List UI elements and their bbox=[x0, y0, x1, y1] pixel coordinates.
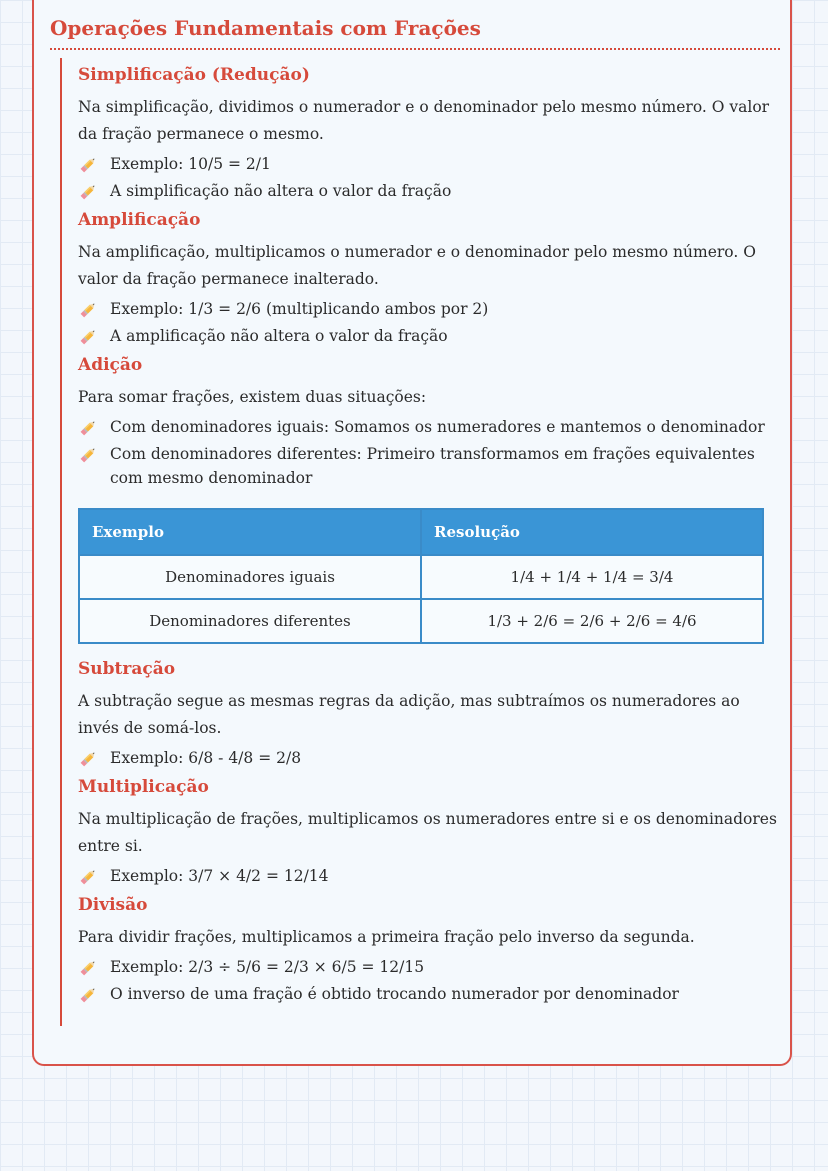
section-divisao bbox=[78, 894, 784, 1006]
list-item-text: Exemplo: 1/3 = 2/6 (multiplicando ambos por 2) bbox=[110, 300, 489, 318]
list-item bbox=[78, 152, 784, 176]
bullet-list bbox=[78, 955, 784, 1006]
list-item bbox=[78, 297, 784, 321]
section-text: Na amplificação, multiplicamos o numerador e o denominador pelo mesmo número. O valor da fração permanece inalterado. bbox=[78, 243, 756, 288]
pencil-icon bbox=[78, 182, 98, 202]
section-subtracao bbox=[78, 658, 784, 770]
table-row bbox=[79, 599, 763, 643]
list-item bbox=[78, 746, 784, 770]
section-heading: Amplificação bbox=[78, 210, 201, 230]
content-body bbox=[60, 58, 784, 1026]
section-text: Para dividir frações, multiplicamos a primeira fração pelo inverso da segunda. bbox=[78, 928, 695, 946]
pencil-icon bbox=[78, 445, 98, 465]
section-text: Na multiplicação de frações, multiplicamos os numeradores entre si e os denominadores entre si. bbox=[78, 810, 777, 855]
section-heading: Multiplicação bbox=[78, 777, 209, 797]
list-item bbox=[78, 955, 784, 979]
pencil-icon bbox=[78, 958, 98, 978]
list-item bbox=[78, 324, 784, 348]
section-text: Para somar frações, existem duas situações: bbox=[78, 388, 427, 406]
section-adicao bbox=[78, 354, 784, 644]
pencil-icon bbox=[78, 327, 98, 347]
list-item-text: Exemplo: 10/5 = 2/1 bbox=[110, 155, 271, 173]
table-cell: Denominadores diferentes bbox=[79, 599, 421, 643]
pencil-icon bbox=[78, 749, 98, 769]
examples-table bbox=[78, 508, 764, 644]
list-item-text: A simplificação não altera o valor da fração bbox=[110, 182, 452, 200]
table-header-row bbox=[79, 509, 763, 555]
pencil-icon bbox=[78, 300, 98, 320]
list-item-text: Exemplo: 3/7 × 4/2 = 12/14 bbox=[110, 867, 329, 885]
list-item bbox=[78, 415, 784, 439]
pencil-icon bbox=[78, 418, 98, 438]
list-item bbox=[78, 442, 784, 490]
bullet-list bbox=[78, 864, 784, 888]
list-item-text: Exemplo: 2/3 ÷ 5/6 = 2/3 × 6/5 = 12/15 bbox=[110, 958, 425, 976]
list-item-text: A amplificação não altera o valor da fração bbox=[110, 327, 448, 345]
pencil-icon bbox=[78, 155, 98, 175]
bullet-list bbox=[78, 415, 784, 490]
table-cell: Denominadores iguais bbox=[79, 555, 421, 599]
table-cell: 1/4 + 1/4 + 1/4 = 3/4 bbox=[421, 555, 763, 599]
bullet-list bbox=[78, 746, 784, 770]
section-heading: Subtração bbox=[78, 659, 176, 679]
section-text: Na simplificação, dividimos o numerador e o denominador pelo mesmo número. O valor da fração permanece o mesmo. bbox=[78, 98, 770, 143]
page-title: Operações Fundamentais com Frações bbox=[50, 16, 780, 50]
list-item-text: Exemplo: 6/8 - 4/8 = 2/8 bbox=[110, 749, 302, 767]
table-header-cell: Exemplo bbox=[79, 509, 421, 555]
list-item-text: O inverso de uma fração é obtido trocando numerador por denominador bbox=[110, 985, 679, 1003]
bullet-list bbox=[78, 297, 784, 348]
pencil-icon bbox=[78, 985, 98, 1005]
section-text: A subtração segue as mesmas regras da adição, mas subtraímos os numeradores ao invés de somá-los. bbox=[78, 692, 740, 737]
list-item bbox=[78, 179, 784, 203]
section-heading: Simplificação (Redução) bbox=[78, 65, 310, 85]
list-item bbox=[78, 982, 784, 1006]
section-heading: Divisão bbox=[78, 895, 148, 915]
section-simplificacao bbox=[78, 64, 784, 203]
table-header-cell: Resolução bbox=[421, 509, 763, 555]
section-multiplicacao bbox=[78, 776, 784, 888]
pencil-icon bbox=[78, 867, 98, 887]
table-cell: 1/3 + 2/6 = 2/6 + 2/6 = 4/6 bbox=[421, 599, 763, 643]
section-amplificacao bbox=[78, 209, 784, 348]
content-card bbox=[32, 0, 792, 1066]
list-item-text: Com denominadores iguais: Somamos os numeradores e mantemos o denominador bbox=[110, 418, 765, 436]
list-item bbox=[78, 864, 784, 888]
table-row bbox=[79, 555, 763, 599]
list-item-text: Com denominadores diferentes: Primeiro transformamos em frações equivalentes com mesmo denominador bbox=[110, 445, 755, 487]
section-heading: Adição bbox=[78, 355, 143, 375]
bullet-list bbox=[78, 152, 784, 203]
